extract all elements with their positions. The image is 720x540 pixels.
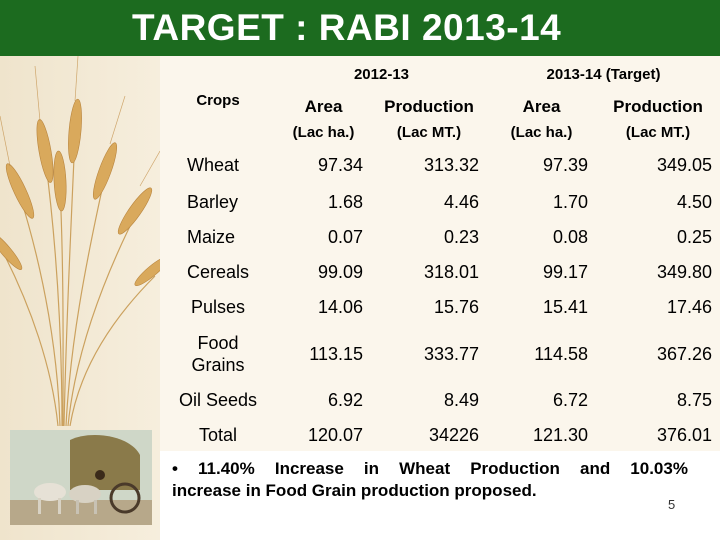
table-row — [160, 146, 720, 185]
area-header-2012: Area (Lac ha.) — [292, 97, 355, 141]
production-2013: 376.01 — [656, 425, 712, 445]
area-2012: 97.34 — [317, 155, 363, 175]
production-2012: 313.32 — [423, 155, 479, 175]
table-row — [160, 418, 720, 453]
area-2012: 6.92 — [327, 390, 363, 410]
area-header-2013: Area (Lac ha.) — [510, 97, 573, 141]
table-row — [160, 383, 720, 418]
note-word: 11.40% — [198, 459, 255, 478]
slide-title: TARGET : RABI 2013-14 — [132, 7, 562, 48]
summary-note — [172, 458, 688, 502]
page-number: 5 — [668, 497, 676, 512]
note-word: Production — [470, 459, 560, 478]
production-2013: 367.26 — [656, 343, 712, 364]
area-2013: 97.39 — [542, 155, 588, 175]
crop-name: Food Grains — [191, 333, 245, 375]
header-group-row — [160, 56, 720, 92]
crop-name: Wheat — [187, 155, 240, 175]
bullock-cart-image — [10, 430, 152, 525]
area-2013: 114.58 — [534, 343, 588, 364]
production-header-2013: Production (Lac MT.) — [613, 97, 703, 141]
note-word: 10.03% — [630, 459, 688, 478]
table-row — [160, 220, 720, 255]
area-2013: 0.08 — [552, 227, 588, 247]
table-row — [160, 325, 720, 383]
area-2012: 0.07 — [327, 227, 363, 247]
note-word: in — [363, 459, 380, 478]
production-2013: 4.50 — [676, 192, 712, 212]
crop-name: Pulses — [190, 297, 246, 317]
crop-name: Cereals — [186, 262, 250, 282]
production-header-2012: Production (Lac MT.) — [384, 97, 474, 141]
production-2013: 0.25 — [676, 227, 712, 247]
crop-name: Barley — [187, 192, 239, 212]
production-2012: 4.46 — [443, 192, 479, 212]
area-2012: 1.68 — [327, 192, 363, 212]
area-2013: 15.41 — [542, 297, 588, 317]
production-2012: 333.77 — [423, 343, 479, 364]
table-row — [160, 185, 720, 220]
area-2012: 113.15 — [309, 343, 363, 364]
crops-header: Crops — [196, 92, 240, 109]
area-2012: 14.06 — [317, 297, 363, 317]
table-row — [160, 290, 720, 325]
production-2012: 0.23 — [443, 227, 479, 247]
area-2013: 6.72 — [552, 390, 588, 410]
production-2012: 318.01 — [423, 262, 479, 282]
wheat-image — [0, 56, 160, 426]
crop-name: Maize — [187, 227, 236, 247]
production-2013: 349.05 — [656, 155, 712, 175]
production-2012: 34226 — [428, 425, 479, 445]
crop-table — [160, 56, 720, 453]
crop-name: Oil Seeds — [178, 390, 258, 410]
area-2012: 99.09 — [317, 262, 363, 282]
area-2013: 99.17 — [542, 262, 588, 282]
crop-name: Total — [198, 425, 238, 445]
production-2012: 8.49 — [443, 390, 479, 410]
production-2013: 17.46 — [666, 297, 712, 317]
area-2013: 1.70 — [552, 192, 588, 212]
area-2013: 121.30 — [532, 425, 588, 445]
area-2012: 120.07 — [307, 425, 363, 445]
production-2013: 8.75 — [676, 390, 712, 410]
note-line-2: increase in Food Grain production proposed. — [172, 481, 537, 500]
production-2013: 349.80 — [656, 262, 712, 282]
note-line-1 — [172, 458, 688, 480]
note-word: and — [579, 459, 611, 478]
header-2012-13: 2012-13 — [353, 65, 410, 83]
note-word: Increase — [274, 459, 344, 478]
note-word: Wheat — [399, 459, 451, 478]
production-2012: 15.76 — [433, 297, 479, 317]
table-row — [160, 255, 720, 290]
note-bullet: • — [172, 459, 178, 478]
header-2013-14-target: 2013-14 (Target) — [546, 65, 661, 83]
